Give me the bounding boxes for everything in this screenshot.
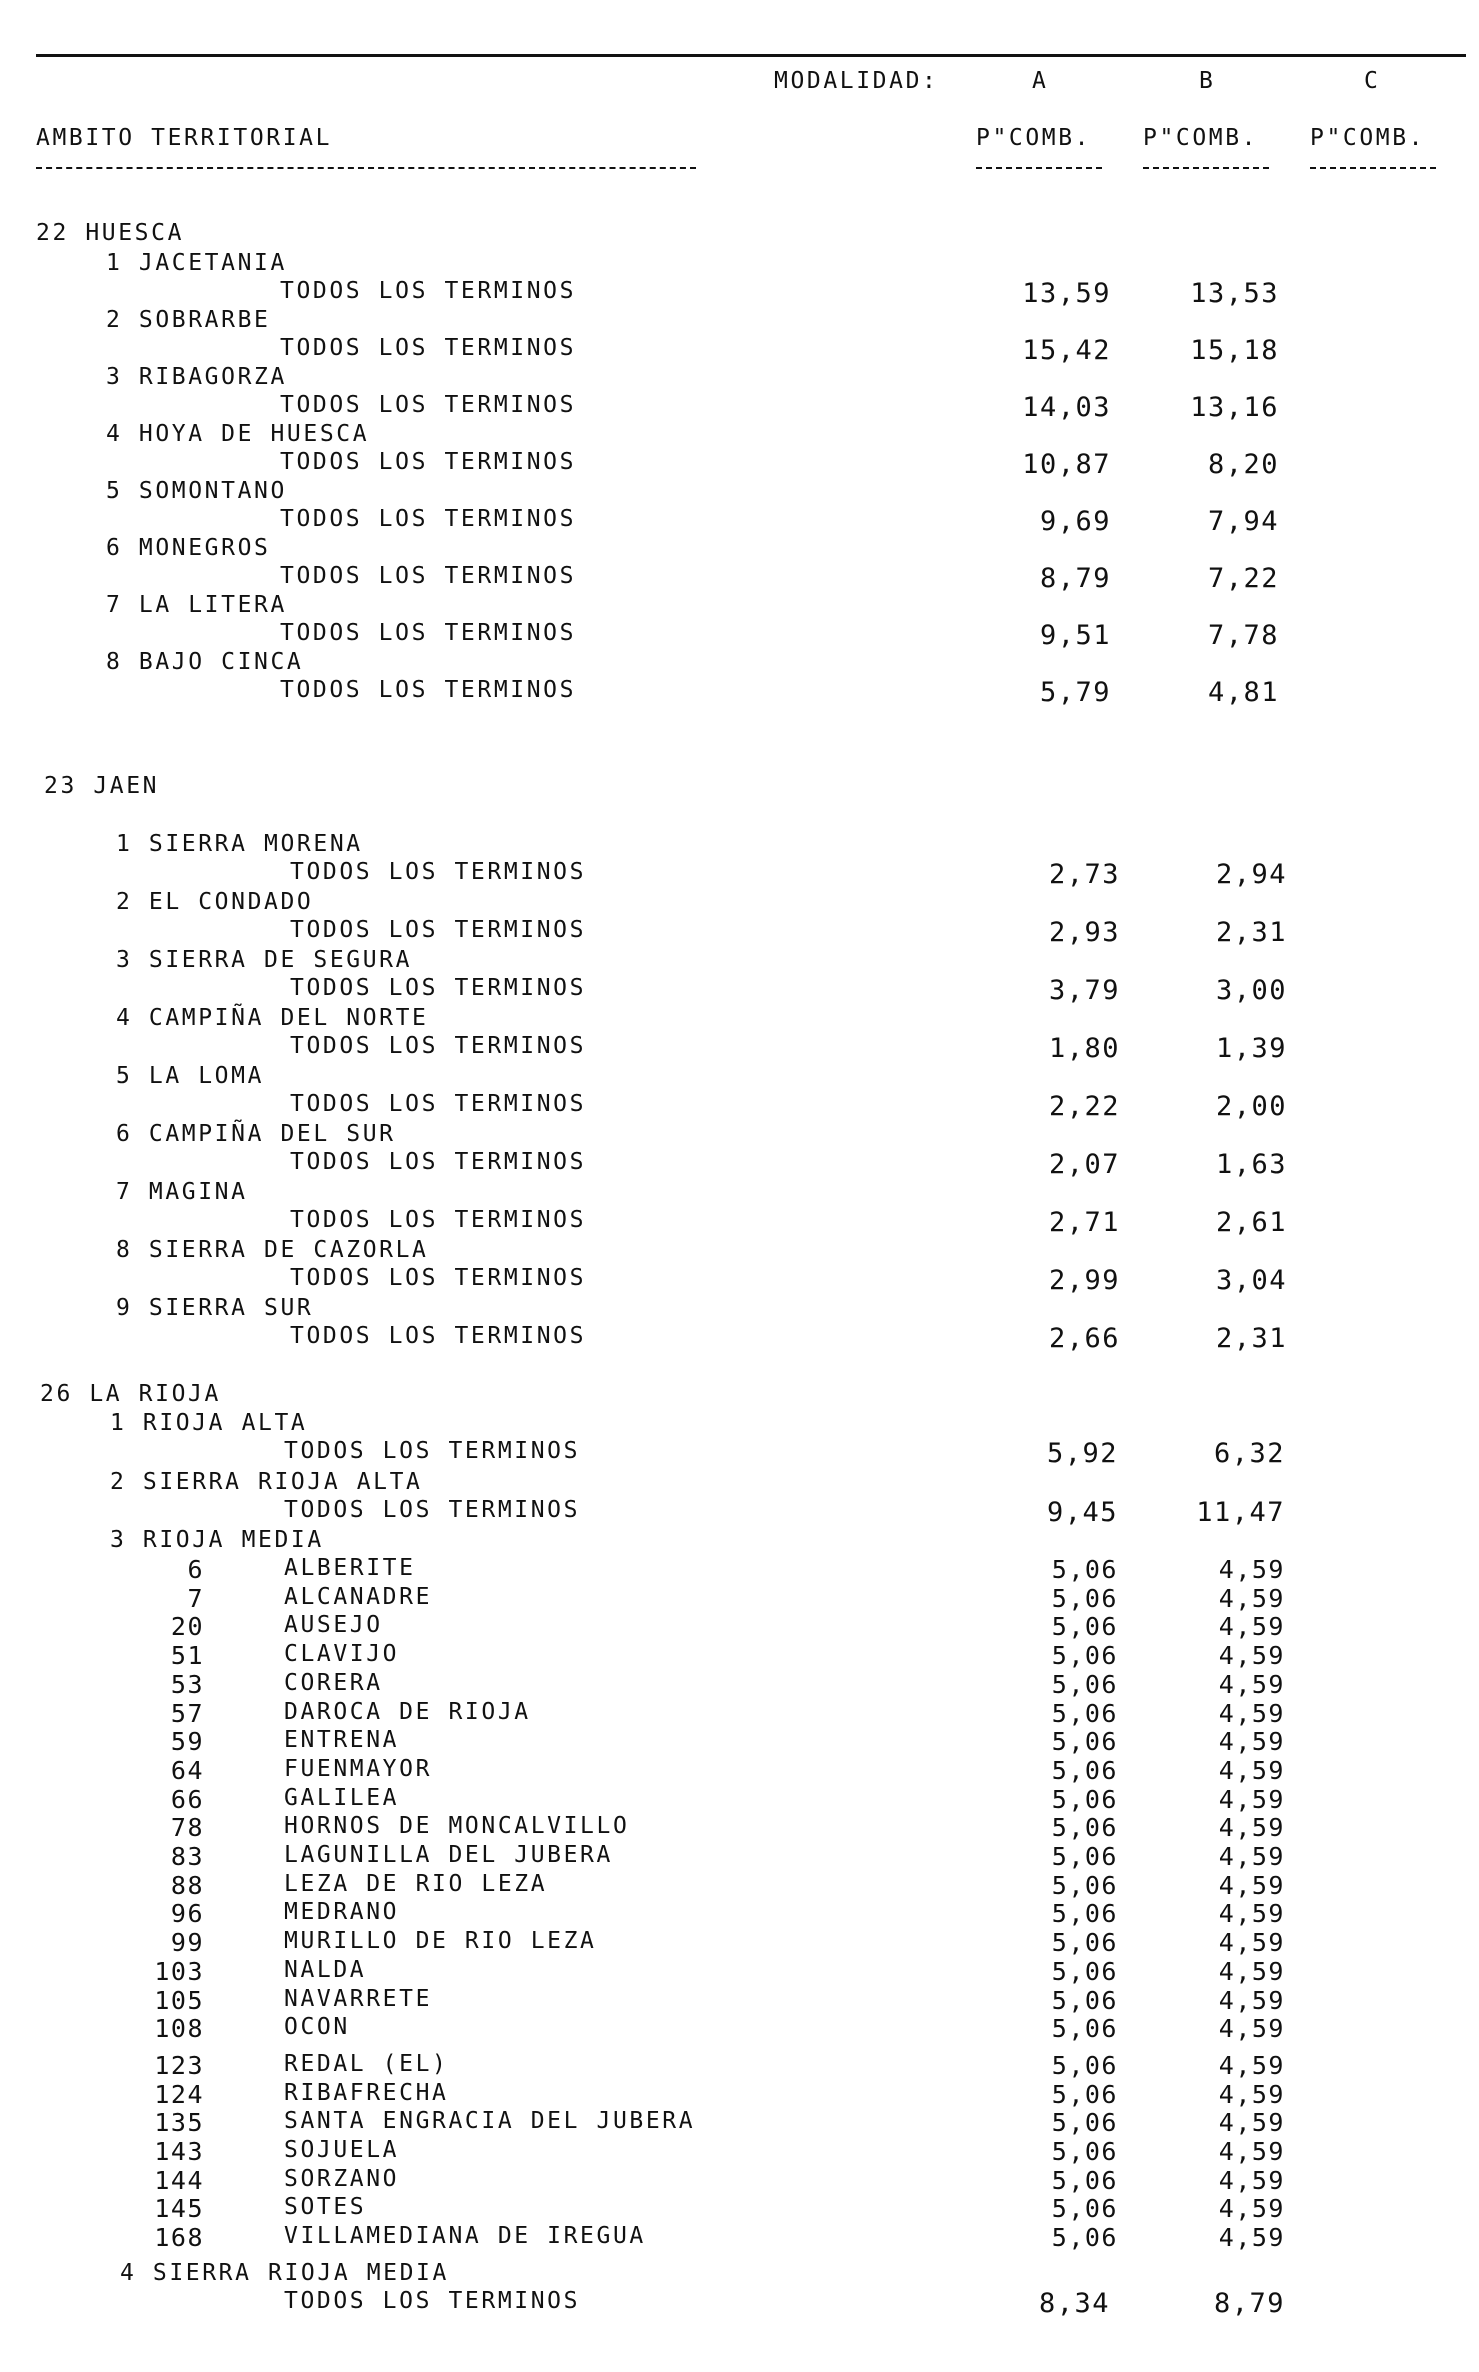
value-b: 4,59 <box>1218 1755 1285 1785</box>
modalidad-label: MODALIDAD: <box>774 68 939 94</box>
municipio-name: LEZA DE RIO LEZA <box>284 1870 548 1897</box>
municipio-name: SOJUELA <box>284 2137 400 2163</box>
municipio-code: 59 <box>170 1727 204 1757</box>
comarca-label: 9 SIERRA SUR <box>116 1295 314 1321</box>
value-b: 4,59 <box>1218 1956 1285 1986</box>
value-a: 5,06 <box>1051 1842 1118 1871</box>
value-b: 4,59 <box>1218 2194 1285 2224</box>
municipio-name: OCON <box>284 2014 350 2041</box>
terms-label: TODOS LOS TERMINOS <box>280 392 577 418</box>
municipio-code: 51 <box>170 1641 204 1671</box>
municipio-name: CORERA <box>284 1669 383 1696</box>
value-b: 8,79 <box>1213 2288 1285 2319</box>
pcomb-a-header: P"COMB. <box>976 125 1092 151</box>
value-a: 5,06 <box>1051 1928 1118 1958</box>
terms-label: TODOS LOS TERMINOS <box>284 1438 581 1464</box>
municipio-name: NAVARRETE <box>284 1985 433 2012</box>
terms-label: TODOS LOS TERMINOS <box>284 1497 581 1523</box>
value-a: 5,06 <box>1051 1641 1118 1671</box>
value-b: 4,59 <box>1218 1555 1285 1584</box>
value-a: 14,03 <box>1022 392 1111 423</box>
value-b: 4,59 <box>1218 1641 1285 1671</box>
municipio-code: 83 <box>170 1842 204 1871</box>
value-b: 4,59 <box>1218 1669 1285 1699</box>
comarca-label: 2 EL CONDADO <box>116 889 314 915</box>
comarca-label: 8 BAJO CINCA <box>106 649 304 675</box>
municipio-code: 6 <box>187 1555 204 1584</box>
value-a: 2,22 <box>1048 1091 1120 1122</box>
province-title: 23 JAEN <box>44 773 160 799</box>
municipio-name: MEDRANO <box>284 1899 400 1926</box>
municipio-name: ENTRENA <box>284 1727 400 1754</box>
municipio-code: 135 <box>154 2108 204 2138</box>
terms-label: TODOS LOS TERMINOS <box>290 1207 587 1233</box>
terms-label: TODOS LOS TERMINOS <box>280 335 577 361</box>
terms-label: TODOS LOS TERMINOS <box>290 1091 587 1117</box>
ambito-header: AMBITO TERRITORIAL <box>36 125 333 151</box>
municipio-code: 96 <box>170 1899 204 1929</box>
value-a: 5,92 <box>1046 1438 1118 1469</box>
municipio-name: GALILEA <box>284 1784 400 1811</box>
value-b: 4,59 <box>1218 1784 1285 1814</box>
comarca-label: 5 LA LOMA <box>116 1063 265 1089</box>
comarca-label: 5 SOMONTANO <box>106 478 287 504</box>
value-b: 6,32 <box>1213 1438 1285 1469</box>
value-b: 7,78 <box>1207 620 1279 651</box>
municipio-name: CLAVIJO <box>284 1641 400 1668</box>
municipio-code: 20 <box>170 1612 204 1642</box>
municipio-code: 144 <box>154 2165 204 2195</box>
terms-label: TODOS LOS TERMINOS <box>280 677 577 703</box>
municipio-code: 88 <box>170 1870 204 1900</box>
comarca-label: 7 LA LITERA <box>106 592 287 618</box>
terms-label: TODOS LOS TERMINOS <box>290 1323 587 1349</box>
value-b: 4,59 <box>1218 1899 1285 1929</box>
comarca-label: 6 CAMPIÑA DEL SUR <box>116 1121 396 1147</box>
value-b: 1,39 <box>1215 1033 1287 1064</box>
municipio-code: 7 <box>187 1583 204 1613</box>
value-a: 5,06 <box>1051 1583 1118 1613</box>
value-a: 5,79 <box>1039 677 1111 708</box>
value-a: 5,06 <box>1051 2050 1118 2080</box>
value-b: 4,59 <box>1218 1698 1285 1728</box>
value-b: 7,22 <box>1207 563 1279 594</box>
value-a: 5,06 <box>1051 1870 1118 1900</box>
value-a: 5,06 <box>1051 2194 1118 2224</box>
terms-label: TODOS LOS TERMINOS <box>290 917 587 943</box>
municipio-name: FUENMAYOR <box>284 1755 433 1782</box>
municipio-code: 66 <box>170 1784 204 1814</box>
terms-label: TODOS LOS TERMINOS <box>284 2288 581 2314</box>
comarca-label: 4 HOYA DE HUESCA <box>106 421 370 447</box>
value-b: 7,94 <box>1207 506 1279 537</box>
terms-label: TODOS LOS TERMINOS <box>290 859 587 885</box>
value-a: 5,06 <box>1051 1555 1118 1584</box>
municipio-code: 99 <box>170 1928 204 1958</box>
value-a: 9,45 <box>1046 1497 1118 1528</box>
pcomb-c-header: P"COMB. <box>1310 125 1426 151</box>
pcomb-b-underline <box>1143 167 1269 169</box>
comarca-label: 6 MONEGROS <box>106 535 271 561</box>
value-a: 5,06 <box>1051 2223 1118 2253</box>
comarca-label: 2 SOBRARBE <box>106 307 271 333</box>
value-a: 8,79 <box>1039 563 1111 594</box>
value-b: 4,59 <box>1218 2050 1285 2080</box>
value-a: 5,06 <box>1051 1813 1118 1843</box>
value-b: 2,31 <box>1215 917 1287 948</box>
value-b: 4,59 <box>1218 1813 1285 1843</box>
terms-label: TODOS LOS TERMINOS <box>280 449 577 475</box>
value-b: 2,31 <box>1215 1323 1287 1354</box>
comarca-label: 7 MAGINA <box>116 1179 248 1205</box>
comarca-label: 3 SIERRA DE SEGURA <box>116 947 413 973</box>
municipio-code: 143 <box>154 2137 204 2166</box>
value-a: 2,66 <box>1048 1323 1120 1354</box>
comarca-label: 3 RIOJA MEDIA <box>110 1527 324 1553</box>
col-b-header: B <box>1199 68 1216 94</box>
value-a: 5,06 <box>1051 1899 1118 1929</box>
comarca-label: 4 CAMPIÑA DEL NORTE <box>116 1005 429 1031</box>
value-b: 4,59 <box>1218 2137 1285 2166</box>
value-b: 3,04 <box>1215 1265 1287 1296</box>
terms-label: TODOS LOS TERMINOS <box>280 620 577 646</box>
municipio-name: RIBAFRECHA <box>284 2079 449 2106</box>
value-a: 5,06 <box>1051 2014 1118 2044</box>
municipio-code: 168 <box>154 2223 204 2253</box>
value-a: 5,06 <box>1051 2165 1118 2195</box>
municipio-name: SOTES <box>284 2194 367 2221</box>
value-b: 11,47 <box>1196 1497 1285 1528</box>
comarca-label: 2 SIERRA RIOJA ALTA <box>110 1469 423 1495</box>
value-a: 5,06 <box>1051 2137 1118 2166</box>
municipio-code: 53 <box>170 1669 204 1699</box>
pcomb-c-underline <box>1310 167 1436 169</box>
comarca-label: 3 RIBAGORZA <box>106 364 287 390</box>
comarca-label: 4 SIERRA RIOJA MEDIA <box>120 2260 449 2286</box>
municipio-name: MURILLO DE RIO LEZA <box>284 1928 597 1955</box>
municipio-name: AUSEJO <box>284 1612 383 1639</box>
municipio-name: ALCANADRE <box>284 1583 433 1610</box>
value-a: 5,06 <box>1051 2079 1118 2109</box>
value-b: 4,59 <box>1218 1842 1285 1871</box>
value-a: 5,06 <box>1051 1669 1118 1699</box>
value-b: 2,94 <box>1215 859 1287 890</box>
municipio-code: 78 <box>170 1813 204 1843</box>
terms-label: TODOS LOS TERMINOS <box>280 563 577 589</box>
top-rule <box>36 54 1466 57</box>
value-b: 4,59 <box>1218 2108 1285 2138</box>
municipio-code: 57 <box>170 1698 204 1728</box>
municipio-name: SORZANO <box>284 2165 400 2192</box>
municipio-name: NALDA <box>284 1956 367 1983</box>
value-b: 4,59 <box>1218 1612 1285 1642</box>
value-b: 2,00 <box>1215 1091 1287 1122</box>
ambito-underline <box>36 167 696 169</box>
comarca-label: 1 SIERRA MORENA <box>116 831 363 857</box>
value-a: 15,42 <box>1022 335 1111 366</box>
terms-label: TODOS LOS TERMINOS <box>290 1033 587 1059</box>
terms-label: TODOS LOS TERMINOS <box>290 1149 587 1175</box>
municipio-code: 103 <box>154 1956 204 1986</box>
municipio-code: 64 <box>170 1755 204 1785</box>
value-a: 5,06 <box>1051 2108 1118 2138</box>
municipio-name: REDAL (EL) <box>284 2050 449 2077</box>
value-a: 5,06 <box>1051 1698 1118 1728</box>
municipio-name: ALBERITE <box>284 1555 416 1581</box>
value-b: 4,59 <box>1218 1583 1285 1613</box>
value-b: 1,63 <box>1215 1149 1287 1180</box>
value-a: 3,79 <box>1048 975 1120 1006</box>
province-title: 26 LA RIOJA <box>40 1381 221 1407</box>
municipio-code: 105 <box>154 1985 204 2015</box>
value-a: 1,80 <box>1048 1033 1120 1064</box>
pcomb-a-underline <box>976 167 1102 169</box>
value-a: 5,06 <box>1051 1755 1118 1785</box>
value-b: 4,59 <box>1218 2014 1285 2044</box>
value-a: 5,06 <box>1051 1612 1118 1642</box>
value-a: 10,87 <box>1022 449 1111 480</box>
value-b: 13,16 <box>1190 392 1279 423</box>
municipio-name: SANTA ENGRACIA DEL JUBERA <box>284 2108 696 2135</box>
value-a: 2,07 <box>1048 1149 1120 1180</box>
value-a: 5,06 <box>1051 1956 1118 1986</box>
col-c-header: C <box>1364 68 1381 94</box>
value-a: 13,59 <box>1022 278 1111 309</box>
value-b: 4,81 <box>1207 677 1279 708</box>
value-b: 4,59 <box>1218 2079 1285 2109</box>
value-b: 15,18 <box>1190 335 1279 366</box>
municipio-code: 123 <box>154 2050 204 2080</box>
pcomb-b-header: P"COMB. <box>1143 125 1259 151</box>
municipio-code: 108 <box>154 2014 204 2044</box>
terms-label: TODOS LOS TERMINOS <box>280 506 577 532</box>
municipio-name: DAROCA DE RIOJA <box>284 1698 531 1725</box>
value-b: 4,59 <box>1218 1870 1285 1900</box>
municipio-name: HORNOS DE MONCALVILLO <box>284 1813 630 1840</box>
municipio-code: 124 <box>154 2079 204 2109</box>
terms-label: TODOS LOS TERMINOS <box>290 975 587 1001</box>
value-b: 4,59 <box>1218 1727 1285 1757</box>
value-a: 5,06 <box>1051 1985 1118 2015</box>
municipio-code: 145 <box>154 2194 204 2224</box>
value-b: 13,53 <box>1190 278 1279 309</box>
value-a: 5,06 <box>1051 1727 1118 1757</box>
value-b: 2,61 <box>1215 1207 1287 1238</box>
value-b: 8,20 <box>1207 449 1279 480</box>
comarca-label: 1 JACETANIA <box>106 250 287 276</box>
value-b: 4,59 <box>1218 2165 1285 2195</box>
terms-label: TODOS LOS TERMINOS <box>290 1265 587 1291</box>
value-b: 4,59 <box>1218 1985 1285 2015</box>
col-a-header: A <box>1032 68 1049 94</box>
value-a: 2,99 <box>1048 1265 1120 1296</box>
value-a: 5,06 <box>1051 1784 1118 1814</box>
terms-label: TODOS LOS TERMINOS <box>280 278 577 304</box>
municipio-name: VILLAMEDIANA DE IREGUA <box>284 2223 646 2250</box>
value-b: 4,59 <box>1218 1928 1285 1958</box>
municipio-name: LAGUNILLA DEL JUBERA <box>284 1842 613 1868</box>
comarca-label: 1 RIOJA ALTA <box>110 1410 308 1436</box>
value-a: 2,73 <box>1048 859 1120 890</box>
value-a: 9,51 <box>1039 620 1111 651</box>
province-title: 22 HUESCA <box>36 220 185 246</box>
value-a: 2,71 <box>1048 1207 1120 1238</box>
comarca-label: 8 SIERRA DE CAZORLA <box>116 1237 429 1263</box>
value-a: 9,69 <box>1039 506 1111 537</box>
value-b: 3,00 <box>1215 975 1287 1006</box>
value-b: 4,59 <box>1218 2223 1285 2253</box>
value-a: 8,34 <box>1038 2288 1110 2319</box>
value-a: 2,93 <box>1048 917 1120 948</box>
